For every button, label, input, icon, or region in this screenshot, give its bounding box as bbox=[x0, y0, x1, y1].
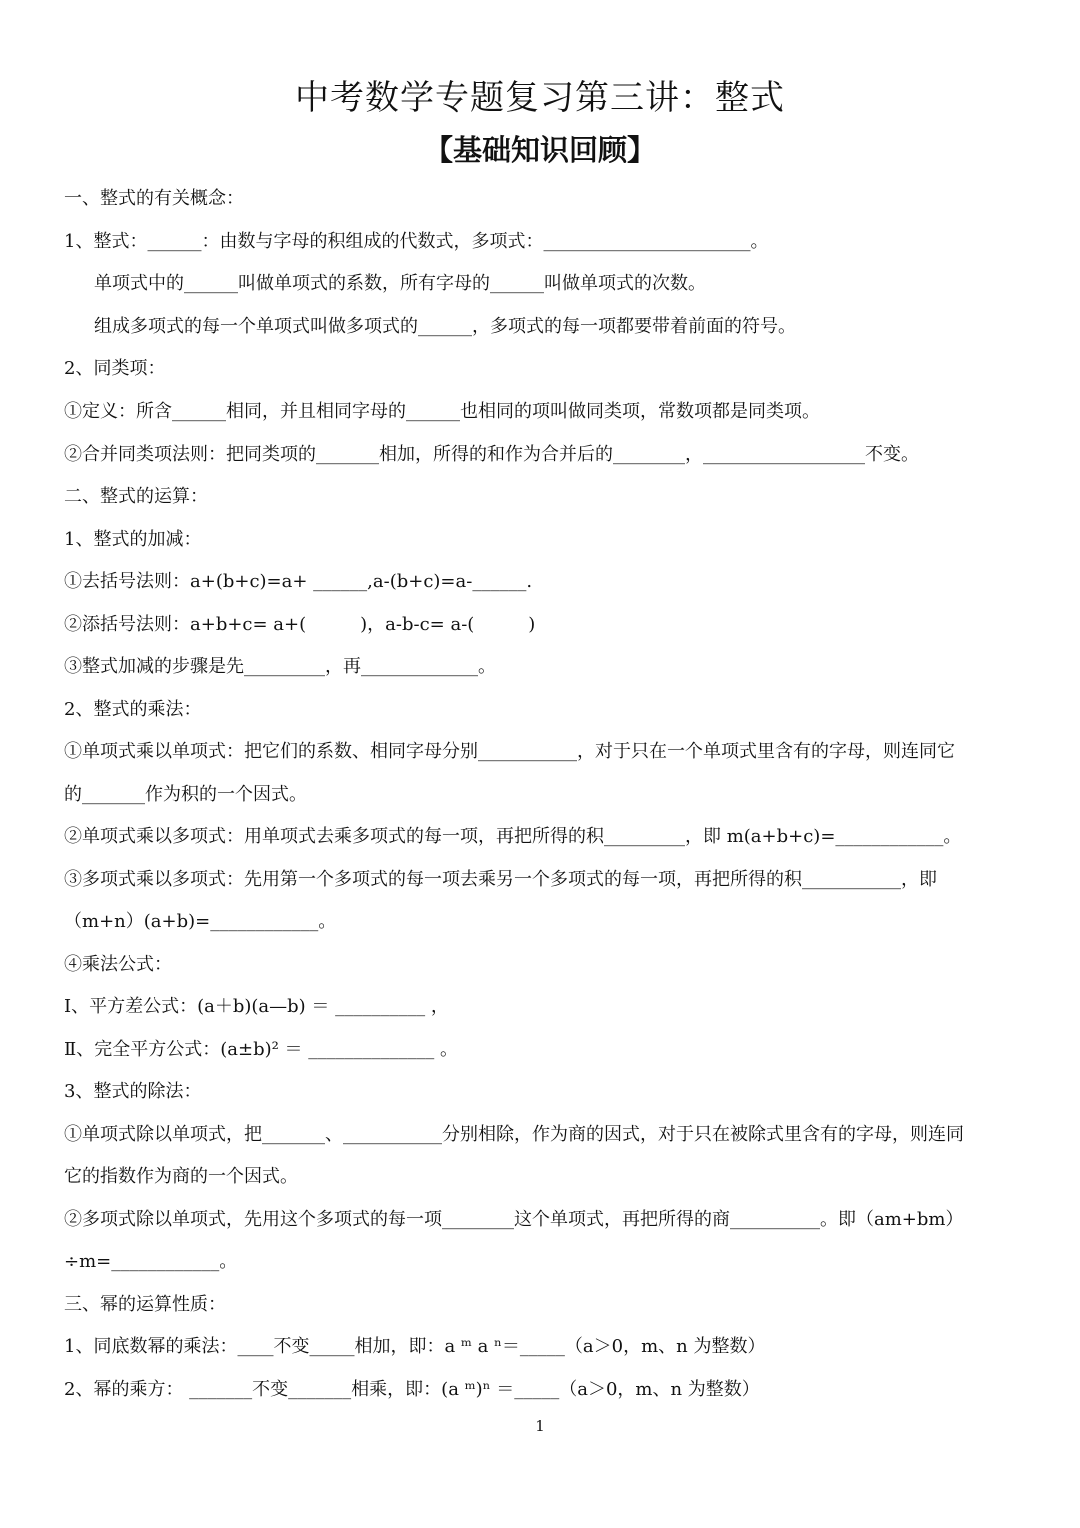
text-line: ①定义：所含______相同，并且相同字母的______也相同的项叫做同类项，常数项都是同类项。 bbox=[64, 401, 820, 422]
text-line: 1、整式的加减： bbox=[64, 529, 202, 550]
text-line: 它的指数作为商的一个因式。 bbox=[64, 1166, 298, 1187]
text-line: （m+n）(a+b)=____________。 bbox=[64, 911, 337, 932]
text-line: ①去括号法则：a+(b+c)=a+ ______,a-(b+c)=a-______. bbox=[64, 571, 533, 592]
section-subtitle: 【基础知识回顾】 bbox=[423, 133, 656, 167]
text-line: ②单项式乘以多项式：用单项式去乘多项式的每一项，再把所得的积_________，即 m(a+b+c)=____________。 bbox=[64, 826, 962, 847]
text-line: 的_______作为积的一个因式。 bbox=[64, 784, 307, 805]
text-line: ①单项式乘以单项式：把它们的系数、相同字母分别___________，对于只在一个单项式里含有的字母，则连同它 bbox=[64, 741, 955, 762]
text-line: ①单项式除以单项式，把_______、___________分别相除，作为商的因式，对于只在被除式里含有的字母，则连同 bbox=[64, 1124, 964, 1145]
text-line: 3、整式的除法： bbox=[64, 1081, 202, 1102]
text-line: ②合并同类项法则：把同类项的_______相加，所得的和作为合并后的________，__________________不变。 bbox=[64, 444, 919, 465]
text-line: Ⅰ、平方差公式：(a＋b)(a—b) ＝ __________ ， bbox=[64, 996, 449, 1017]
text-line: 1、整式：______：由数与字母的积组成的代数式，多项式：_______________________。 bbox=[64, 231, 769, 252]
text-line: 单项式中的______叫做单项式的系数，所有字母的______叫做单项式的次数。 bbox=[94, 273, 706, 294]
page-title: 中考数学专题复习第三讲：整式 bbox=[295, 78, 785, 118]
text-line: ④乘法公式： bbox=[64, 954, 172, 975]
text-line: 2、同类项： bbox=[64, 358, 166, 379]
text-line: 三、幂的运算性质： bbox=[64, 1294, 226, 1315]
text-line: 1、同底数幂的乘法：____不变_____相加，即：a ᵐ a ⁿ＝_____（a＞0，m、n 为整数） bbox=[64, 1336, 766, 1357]
text-line: 2、整式的乘法： bbox=[64, 699, 202, 720]
page-number: 1 bbox=[535, 1417, 545, 1435]
text-line: 一、整式的有关概念： bbox=[64, 188, 244, 209]
text-line: ②多项式除以单项式，先用这个多项式的每一项________这个单项式，再把所得的商__________。即（am+bm） bbox=[64, 1209, 964, 1230]
text-line: 2、幂的乘方： _______不变_______相乘，即：(a ᵐ)ⁿ ＝_____（a＞0，m、n 为整数） bbox=[64, 1379, 760, 1400]
text-line: 组成多项式的每一个单项式叫做多项式的______，多项式的每一项都要带着前面的符号。 bbox=[94, 316, 796, 337]
text-line: 二、整式的运算： bbox=[64, 486, 208, 507]
text-line: ②添括号法则：a+b+c= a+( )，a-b-c= a-( ) bbox=[64, 614, 536, 635]
text-line: Ⅱ、完全平方公式：(a±b)² ＝ ______________ 。 bbox=[64, 1039, 458, 1060]
text-line: ÷m=____________。 bbox=[64, 1251, 238, 1272]
text-line: ③多项式乘以多项式：先用第一个多项式的每一项去乘另一个多项式的每一项，再把所得的积___________，即 bbox=[64, 869, 937, 890]
text-line: ③整式加减的步骤是先_________，再_____________。 bbox=[64, 656, 496, 677]
